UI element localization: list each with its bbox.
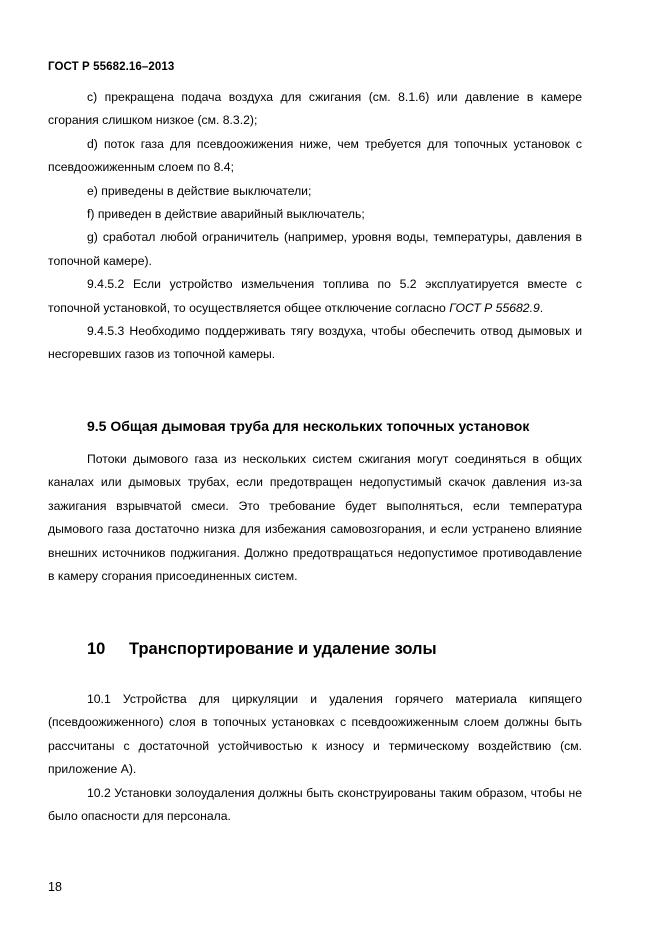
page-number: 18 xyxy=(48,880,62,894)
clause-9-4-5-2-end: . xyxy=(539,300,544,315)
clause-10-1: 10.1 Устройства для циркуляции и удаления горячего материала кипящего (псевдоожиженного) слоя в топочных установках с псевдоожиженным слоем должны быть рассчитаны с достаточной устойчивостью к износу и термическому воздействию (см. приложение А). xyxy=(48,692,582,777)
list-item-f: f) приведен в действие аварийный выключатель; xyxy=(87,207,365,222)
list-item-e: е) приведены в действие выключатели; xyxy=(87,183,312,198)
shutdown-conditions-block xyxy=(48,86,582,367)
standard-reference: ГОСТ Р 55682.9 xyxy=(449,300,540,315)
section-10-heading xyxy=(87,640,437,659)
section-9-5-body xyxy=(48,448,582,588)
section-10-number: 10 xyxy=(87,640,106,658)
clause-9-4-5-3: 9.4.5.3 Необходимо поддерживать тягу воздуха, чтобы обеспечить отвод дымовых и несгоревших газов из топочной камеры. xyxy=(48,324,582,362)
list-item-g: g) сработал любой ограничитель (например, уровня воды, температуры, давления в топочной камере). xyxy=(48,230,582,268)
document-header: ГОСТ Р 55682.16–2013 xyxy=(48,61,175,73)
list-item-c: с) прекращена подача воздуха для сжигания (см. 8.1.6) или давление в камере сгорания слишком низкое (см. 8.3.2); xyxy=(48,90,582,128)
clause-10-2: 10.2 Установки золоудаления должны быть сконструированы таким образом, чтобы не было опасности для персонала. xyxy=(48,785,582,824)
section-9-5-heading: 9.5 Общая дымовая труба для нескольких топочных установок xyxy=(87,418,530,434)
section-9-5-paragraph: Потоки дымового газа из нескольких систем сжигания могут соединяться в общих каналах или дымовых трубах, если предотвращен недопустимый скачок давления из-за зажигания взрывчатой смеси. Это требование будет выполняться, если температура дымового газа достаточно низка для избежания самовозгорания, и если устранено влияние внешних источников поджигания. Должно предотвращаться недопустимое противодавление в камеру сгорания присоединенных систем. xyxy=(48,452,582,584)
clause-9-4-5-2-text: 9.4.5.2 Если устройство измельчения топлива по 5.2 эксплуатируется вместе с топочной установкой, то осуществляется общее отключение согласно xyxy=(48,277,582,315)
section-10-title: Транспортирование и удаление золы xyxy=(129,640,437,658)
list-item-d: d) поток газа для псевдоожижения ниже, чем требуется для топочных установок с псевдоожиженным слоем по 8.4; xyxy=(48,136,582,175)
clause-9-4-5-2 xyxy=(48,273,582,320)
section-10-body xyxy=(48,688,582,828)
